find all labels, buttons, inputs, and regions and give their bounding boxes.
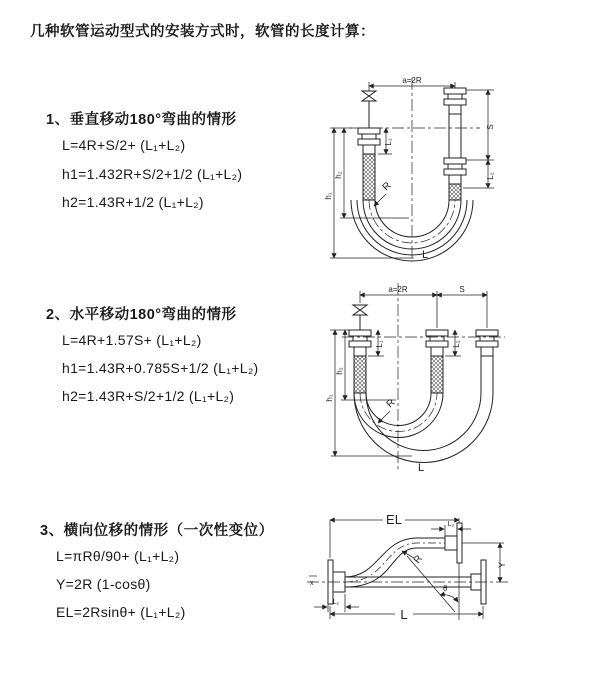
dim-label-el: EL [386, 512, 402, 527]
page-title: 几种软管运动型式的安装方式时，软管的长度计算： [30, 24, 375, 40]
dim-label-y: Y [497, 561, 507, 569]
dim-label-h2: h₂ [334, 171, 343, 179]
dim-label-length: L [400, 607, 408, 622]
dim-label-length: L [422, 249, 429, 261]
braid-section [449, 184, 461, 200]
dim-label-radius: R [411, 553, 425, 566]
dim-label-length: L [418, 462, 425, 473]
hose-drawing [342, 283, 505, 471]
braid-section [354, 356, 366, 393]
diagram-vertical-180-bend [312, 70, 584, 262]
diagram-lateral-displacement [295, 498, 597, 666]
dim-label-radius: R [384, 397, 398, 411]
dim-label-l1: L₁ [384, 138, 393, 146]
formula-line: L=4R+1.57S+ (L₁+L₂) [62, 332, 202, 348]
hose-drawing [307, 523, 510, 604]
dim-label-span: a=2R [388, 285, 408, 294]
dim-label-l1: L₁ [332, 599, 340, 606]
dim-label-l1: L₁ [375, 340, 384, 348]
formula-line: EL=2Rsinθ+ (L₁+L₂) [56, 604, 186, 620]
centerline-mark: x [310, 580, 314, 587]
section-3-heading: 3、横向位移的情形（一次性变位） [40, 523, 274, 539]
braid-section [431, 356, 443, 393]
formula-line: Y=2R (1-cosθ) [56, 576, 151, 592]
dim-label-stroke: S [459, 285, 465, 294]
dim-label-h2: h₂ [335, 367, 344, 375]
section-1-heading: 1、垂直移动180°弯曲的情形 [46, 112, 237, 128]
formula-line: h1=1.43R+0.785S+1/2 (L₁+L₂) [62, 360, 259, 376]
hose-drawing [350, 78, 480, 261]
dim-label-stroke: S [486, 124, 495, 130]
formula-line: L=4R+S/2+ (L₁+L₂) [62, 137, 186, 153]
diagram-horizontal-180-bend [300, 275, 592, 473]
dim-label-l2: L₂ [486, 172, 495, 180]
dim-label-h1: h₁ [324, 192, 333, 200]
dim-label-l2: L₂ [447, 521, 455, 528]
dim-label-theta: θ [443, 584, 448, 593]
formula-line: L=πRθ/90+ (L₁+L₂) [56, 548, 180, 564]
valve-icon [362, 91, 376, 101]
dimension-lines [314, 518, 504, 620]
dim-label-l2: L₂ [452, 340, 461, 348]
formula-line: h2=1.43R+S/2+1/2 (L₁+L₂) [62, 388, 235, 404]
dim-label-span: a=2R [402, 76, 422, 85]
valve-icon [353, 305, 367, 315]
section-2-heading: 2、水平移动180°弯曲的情形 [46, 307, 237, 323]
dim-label-h1: h₁ [325, 394, 334, 402]
formula-line: h2=1.43R+1/2 (L₁+L₂) [62, 194, 204, 210]
dim-label-radius: R [380, 180, 394, 194]
braid-section [363, 154, 375, 200]
formula-line: h1=1.432R+S/2+1/2 (L₁+L₂) [62, 166, 243, 182]
